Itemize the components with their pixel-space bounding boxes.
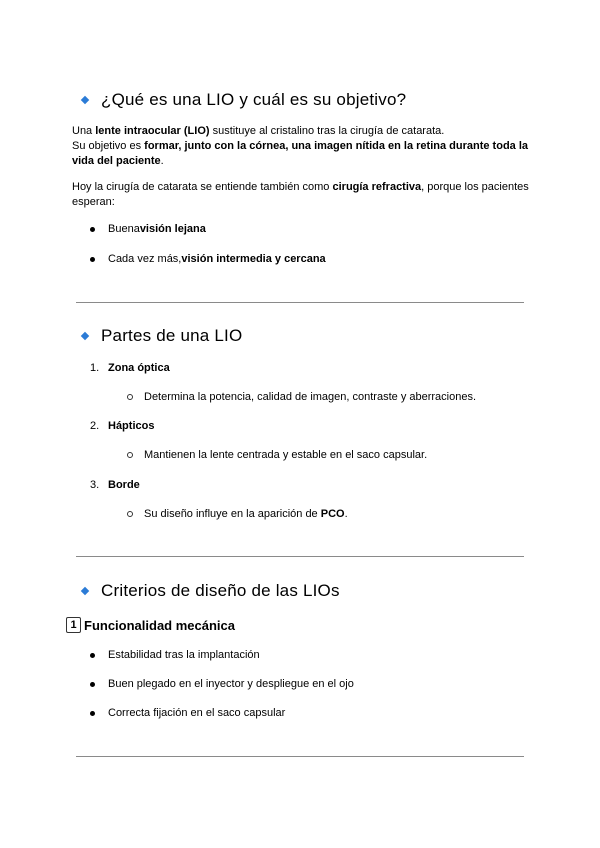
- bullet-dot-icon: [90, 711, 95, 716]
- item-label: Zona óptica: [108, 362, 170, 374]
- text-span: Su diseño influye en la aparición de: [144, 508, 318, 520]
- bold-span: PCO: [320, 508, 345, 520]
- text-span: .: [344, 508, 348, 520]
- sub-list-item: [127, 507, 348, 521]
- item-number: 3.: [90, 479, 100, 491]
- hollow-bullet-icon: [127, 452, 133, 458]
- text-span: , porque los pacientes esperan:: [72, 181, 529, 208]
- item-number: 1.: [90, 362, 100, 374]
- bold-span: cirugía refractiva: [332, 181, 422, 193]
- bullet-dot-icon: [90, 682, 95, 687]
- text-span: Mantienen la lente centrada y estable en el saco capsular.: [144, 449, 428, 461]
- paragraph-cirugia-refractiva: [72, 180, 532, 210]
- section-title-text: Criterios de diseño de las LIOs: [101, 581, 340, 600]
- subheading-funcionalidad: [66, 617, 235, 633]
- list-item: [90, 677, 354, 691]
- bold-span: visión intermedia y cercana: [181, 253, 326, 265]
- text-span: Determina la potencia, calidad de imagen, contraste y aberraciones.: [144, 391, 477, 403]
- subheading-text: Funcionalidad mecánica: [84, 617, 235, 633]
- diamond-bullet-icon: [81, 332, 89, 340]
- text-span: .: [160, 155, 164, 167]
- text-span: Correcta fijación en el saco capsular: [108, 707, 286, 719]
- item-number: 2.: [90, 420, 100, 432]
- text-span: Estabilidad tras la implantación: [108, 649, 260, 661]
- text-span: Buen plegado en el inyector y despliegue en el ojo: [108, 678, 354, 690]
- bold-span: formar, junto con la córnea, una imagen nítida en la retina durante toda la vida del paciente: [72, 140, 529, 167]
- hollow-bullet-icon: [127, 394, 133, 400]
- diamond-bullet-icon: [81, 587, 89, 595]
- item-label: Hápticos: [108, 420, 155, 432]
- numbered-item: [90, 419, 154, 433]
- divider: [76, 556, 524, 557]
- section-title-que-es-lio: [78, 90, 406, 110]
- bullet-dot-icon: [90, 227, 95, 232]
- text-span: Su objetivo es: [72, 140, 145, 152]
- bold-span: visión lejana: [139, 223, 206, 235]
- bold-span: lente intraocular (LIO): [95, 125, 210, 137]
- bullet-dot-icon: [90, 257, 95, 262]
- diamond-bullet-icon: [81, 96, 89, 104]
- text-span: Hoy la cirugía de catarata se entiende también como: [72, 181, 333, 193]
- numbered-item: [90, 478, 140, 492]
- numbered-item: [90, 361, 170, 375]
- text-span: Buena: [108, 223, 140, 235]
- item-label: Borde: [108, 479, 140, 491]
- section-title-partes-lio: [78, 326, 242, 346]
- sub-list-item: [127, 448, 427, 462]
- list-item: [90, 222, 206, 236]
- text-span: Cada vez más,: [108, 253, 182, 265]
- sub-list-item: [127, 390, 476, 404]
- list-item: [90, 648, 260, 662]
- section-title-text: Partes de una LIO: [101, 326, 243, 345]
- section-title-criterios: [78, 581, 340, 601]
- list-item: [90, 706, 285, 720]
- text-span: sustituye al cristalino tras la cirugía de catarata.: [209, 125, 445, 137]
- section-title-text: ¿Qué es una LIO y cuál es su objetivo?: [101, 90, 407, 109]
- keycap-number-icon: 1: [66, 617, 81, 633]
- divider: [76, 756, 524, 757]
- text-span: Una: [72, 125, 96, 137]
- divider: [76, 302, 524, 303]
- hollow-bullet-icon: [127, 511, 133, 517]
- paragraph-definicion: [72, 124, 532, 169]
- list-item: [90, 252, 326, 266]
- bullet-dot-icon: [90, 653, 95, 658]
